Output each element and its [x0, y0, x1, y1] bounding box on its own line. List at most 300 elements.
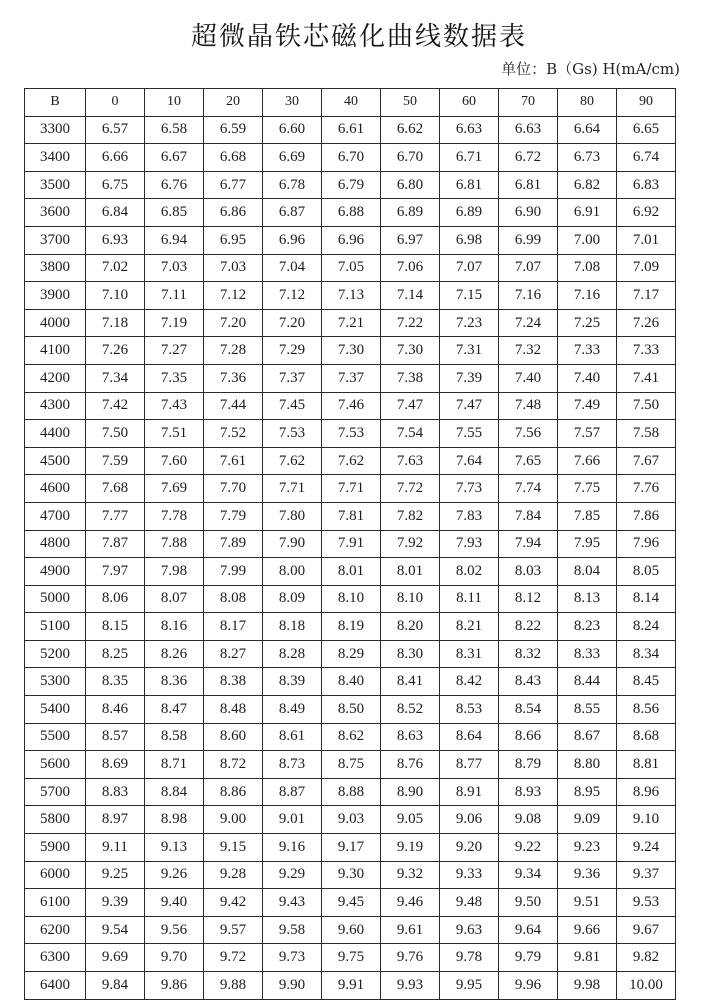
table-row [25, 337, 676, 365]
table-row [25, 778, 676, 806]
header-cell-h-40: 40 [322, 89, 381, 117]
table-cell: 9.64 [499, 916, 558, 944]
table-cell: 6.70 [381, 144, 440, 172]
table-cell: 7.93 [440, 530, 499, 558]
table-cell: 6.93 [86, 226, 145, 254]
table-cell: 7.05 [322, 254, 381, 282]
table-cell: 8.72 [204, 751, 263, 779]
row-label-b: 5700 [25, 778, 86, 806]
table-cell: 7.14 [381, 282, 440, 310]
table-cell: 8.20 [381, 613, 440, 641]
table-cell: 7.31 [440, 337, 499, 365]
table-cell: 8.06 [86, 585, 145, 613]
header-cell-h-20: 20 [204, 89, 263, 117]
table-cell: 6.97 [381, 226, 440, 254]
table-cell: 8.76 [381, 751, 440, 779]
header-cell-h-80: 80 [558, 89, 617, 117]
table-cell: 7.97 [86, 558, 145, 586]
table-cell: 8.55 [558, 696, 617, 724]
table-cell: 6.98 [440, 226, 499, 254]
table-cell: 7.87 [86, 530, 145, 558]
table-row [25, 806, 676, 834]
table-cell: 7.04 [263, 254, 322, 282]
table-cell: 7.91 [322, 530, 381, 558]
table-row [25, 282, 676, 310]
table-cell: 8.13 [558, 585, 617, 613]
table-cell: 9.16 [263, 834, 322, 862]
table-row [25, 199, 676, 227]
table-cell: 9.08 [499, 806, 558, 834]
table-cell: 9.61 [381, 916, 440, 944]
table-cell: 9.73 [263, 944, 322, 972]
table-cell: 7.99 [204, 558, 263, 586]
table-row [25, 751, 676, 779]
table-cell: 6.76 [145, 171, 204, 199]
table-cell: 7.48 [499, 392, 558, 420]
table-cell: 6.73 [558, 144, 617, 172]
table-cell: 7.77 [86, 502, 145, 530]
table-cell: 9.78 [440, 944, 499, 972]
table-cell: 8.28 [263, 640, 322, 668]
table-cell: 7.98 [145, 558, 204, 586]
table-cell: 7.11 [145, 282, 204, 310]
table-cell: 7.51 [145, 420, 204, 448]
table-cell: 7.58 [617, 420, 676, 448]
table-cell: 8.12 [499, 585, 558, 613]
table-cell: 9.86 [145, 972, 204, 1000]
table-cell: 9.40 [145, 889, 204, 917]
table-cell: 8.23 [558, 613, 617, 641]
table-cell: 9.11 [86, 834, 145, 862]
table-row [25, 530, 676, 558]
table-cell: 6.99 [499, 226, 558, 254]
table-cell: 7.34 [86, 364, 145, 392]
table-cell: 7.25 [558, 309, 617, 337]
table-cell: 8.91 [440, 778, 499, 806]
table-cell: 9.29 [263, 861, 322, 889]
table-cell: 9.39 [86, 889, 145, 917]
table-cell: 7.00 [558, 226, 617, 254]
table-cell: 7.22 [381, 309, 440, 337]
table-cell: 8.81 [617, 751, 676, 779]
table-row [25, 447, 676, 475]
row-label-b: 4500 [25, 447, 86, 475]
table-cell: 9.19 [381, 834, 440, 862]
table-cell: 7.15 [440, 282, 499, 310]
table-cell: 6.80 [381, 171, 440, 199]
table-cell: 9.30 [322, 861, 381, 889]
table-cell: 6.83 [617, 171, 676, 199]
table-cell: 7.90 [263, 530, 322, 558]
table-cell: 8.27 [204, 640, 263, 668]
table-cell: 7.12 [204, 282, 263, 310]
table-cell: 7.09 [617, 254, 676, 282]
table-cell: 7.54 [381, 420, 440, 448]
table-cell: 6.81 [440, 171, 499, 199]
table-cell: 7.65 [499, 447, 558, 475]
table-row [25, 916, 676, 944]
table-cell: 9.69 [86, 944, 145, 972]
header-cell-h-0: 0 [86, 89, 145, 117]
table-cell: 8.43 [499, 668, 558, 696]
table-cell: 8.39 [263, 668, 322, 696]
table-cell: 8.32 [499, 640, 558, 668]
table-cell: 7.38 [381, 364, 440, 392]
table-cell: 7.03 [204, 254, 263, 282]
header-cell-h-60: 60 [440, 89, 499, 117]
table-cell: 7.35 [145, 364, 204, 392]
table-cell: 6.65 [617, 116, 676, 144]
table-cell: 7.50 [86, 420, 145, 448]
row-label-b: 6400 [25, 972, 86, 1000]
table-cell: 8.05 [617, 558, 676, 586]
table-cell: 6.84 [86, 199, 145, 227]
table-cell: 9.98 [558, 972, 617, 1000]
table-cell: 9.37 [617, 861, 676, 889]
table-cell: 8.15 [86, 613, 145, 641]
table-cell: 8.67 [558, 723, 617, 751]
table-cell: 7.13 [322, 282, 381, 310]
table-cell: 6.69 [263, 144, 322, 172]
row-label-b: 4800 [25, 530, 86, 558]
table-cell: 8.02 [440, 558, 499, 586]
table-cell: 7.36 [204, 364, 263, 392]
table-cell: 9.51 [558, 889, 617, 917]
table-cell: 8.04 [558, 558, 617, 586]
table-cell: 7.28 [204, 337, 263, 365]
row-label-b: 5900 [25, 834, 86, 862]
table-cell: 8.45 [617, 668, 676, 696]
table-cell: 9.95 [440, 972, 499, 1000]
header-cell-h-50: 50 [381, 89, 440, 117]
table-cell: 9.01 [263, 806, 322, 834]
table-cell: 9.15 [204, 834, 263, 862]
row-label-b: 4400 [25, 420, 86, 448]
table-cell: 8.49 [263, 696, 322, 724]
table-cell: 9.76 [381, 944, 440, 972]
table-cell: 6.87 [263, 199, 322, 227]
table-row [25, 144, 676, 172]
table-row [25, 364, 676, 392]
table-row [25, 309, 676, 337]
row-label-b: 3300 [25, 116, 86, 144]
table-cell: 9.32 [381, 861, 440, 889]
row-label-b: 6200 [25, 916, 86, 944]
row-label-b: 5100 [25, 613, 86, 641]
table-cell: 7.89 [204, 530, 263, 558]
table-row [25, 420, 676, 448]
table-cell: 9.28 [204, 861, 263, 889]
table-cell: 7.24 [499, 309, 558, 337]
table-cell: 7.95 [558, 530, 617, 558]
table-cell: 6.62 [381, 116, 440, 144]
table-cell: 7.06 [381, 254, 440, 282]
table-cell: 7.40 [499, 364, 558, 392]
table-cell: 8.19 [322, 613, 381, 641]
table-cell: 7.16 [499, 282, 558, 310]
table-cell: 7.61 [204, 447, 263, 475]
table-cell: 8.50 [322, 696, 381, 724]
row-label-b: 6100 [25, 889, 86, 917]
table-cell: 8.16 [145, 613, 204, 641]
table-cell: 8.98 [145, 806, 204, 834]
table-cell: 6.71 [440, 144, 499, 172]
table-cell: 7.81 [322, 502, 381, 530]
table-row [25, 558, 676, 586]
table-cell: 8.36 [145, 668, 204, 696]
table-cell: 8.09 [263, 585, 322, 613]
table-cell: 6.88 [322, 199, 381, 227]
row-label-b: 4300 [25, 392, 86, 420]
table-cell: 8.97 [86, 806, 145, 834]
header-cell-b: B [25, 89, 86, 117]
table-cell: 6.70 [322, 144, 381, 172]
table-cell: 8.48 [204, 696, 263, 724]
row-label-b: 5400 [25, 696, 86, 724]
table-cell: 8.31 [440, 640, 499, 668]
table-cell: 7.33 [617, 337, 676, 365]
table-cell: 9.43 [263, 889, 322, 917]
table-cell: 8.14 [617, 585, 676, 613]
table-cell: 9.84 [86, 972, 145, 1000]
table-cell: 7.27 [145, 337, 204, 365]
table-cell: 7.59 [86, 447, 145, 475]
table-cell: 8.01 [381, 558, 440, 586]
table-cell: 8.71 [145, 751, 204, 779]
table-cell: 6.94 [145, 226, 204, 254]
table-cell: 7.53 [322, 420, 381, 448]
table-row [25, 834, 676, 862]
table-cell: 9.17 [322, 834, 381, 862]
table-cell: 8.46 [86, 696, 145, 724]
table-cell: 9.45 [322, 889, 381, 917]
table-cell: 7.01 [617, 226, 676, 254]
row-label-b: 6300 [25, 944, 86, 972]
table-body [25, 116, 676, 999]
table-cell: 9.09 [558, 806, 617, 834]
table-cell: 9.36 [558, 861, 617, 889]
row-label-b: 4900 [25, 558, 86, 586]
table-header [25, 89, 676, 117]
table-cell: 6.77 [204, 171, 263, 199]
table-cell: 6.78 [263, 171, 322, 199]
table-cell: 8.47 [145, 696, 204, 724]
table-cell: 7.07 [499, 254, 558, 282]
table-row [25, 972, 676, 1000]
table-cell: 7.23 [440, 309, 499, 337]
table-cell: 8.24 [617, 613, 676, 641]
table-cell: 7.71 [263, 475, 322, 503]
table-cell: 9.60 [322, 916, 381, 944]
table-cell: 7.72 [381, 475, 440, 503]
table-cell: 6.68 [204, 144, 263, 172]
table-cell: 7.30 [322, 337, 381, 365]
table-cell: 6.72 [499, 144, 558, 172]
header-cell-h-30: 30 [263, 89, 322, 117]
table-cell: 8.68 [617, 723, 676, 751]
table-cell: 8.86 [204, 778, 263, 806]
table-cell: 7.79 [204, 502, 263, 530]
table-cell: 8.84 [145, 778, 204, 806]
table-cell: 9.26 [145, 861, 204, 889]
table-cell: 8.58 [145, 723, 204, 751]
table-cell: 7.73 [440, 475, 499, 503]
table-cell: 7.37 [263, 364, 322, 392]
table-row [25, 254, 676, 282]
table-cell: 9.96 [499, 972, 558, 1000]
table-cell: 8.10 [322, 585, 381, 613]
table-cell: 8.00 [263, 558, 322, 586]
table-cell: 9.50 [499, 889, 558, 917]
table-cell: 8.87 [263, 778, 322, 806]
table-cell: 6.66 [86, 144, 145, 172]
table-cell: 9.20 [440, 834, 499, 862]
table-cell: 9.75 [322, 944, 381, 972]
table-cell: 8.73 [263, 751, 322, 779]
table-cell: 9.00 [204, 806, 263, 834]
table-cell: 7.83 [440, 502, 499, 530]
table-cell: 8.61 [263, 723, 322, 751]
table-cell: 6.58 [145, 116, 204, 144]
table-cell: 7.92 [381, 530, 440, 558]
table-cell: 9.03 [322, 806, 381, 834]
table-cell: 6.63 [440, 116, 499, 144]
table-cell: 7.45 [263, 392, 322, 420]
table-cell: 9.79 [499, 944, 558, 972]
table-cell: 8.64 [440, 723, 499, 751]
table-cell: 7.42 [86, 392, 145, 420]
table-cell: 8.52 [381, 696, 440, 724]
table-cell: 6.67 [145, 144, 204, 172]
table-cell: 8.95 [558, 778, 617, 806]
unit-label: 单位：B（Gs) H(mA/cm) [501, 60, 680, 78]
table-cell: 7.43 [145, 392, 204, 420]
table-cell: 8.93 [499, 778, 558, 806]
table-cell: 7.47 [440, 392, 499, 420]
table-row [25, 116, 676, 144]
table-cell: 9.54 [86, 916, 145, 944]
table-row [25, 696, 676, 724]
table-cell: 7.68 [86, 475, 145, 503]
header-cell-h-70: 70 [499, 89, 558, 117]
table-cell: 7.21 [322, 309, 381, 337]
table-cell: 7.16 [558, 282, 617, 310]
row-label-b: 5300 [25, 668, 86, 696]
table-cell: 7.40 [558, 364, 617, 392]
table-row [25, 723, 676, 751]
table-cell: 6.79 [322, 171, 381, 199]
table-cell: 6.92 [617, 199, 676, 227]
table-cell: 7.55 [440, 420, 499, 448]
table-cell: 8.33 [558, 640, 617, 668]
table-cell: 9.67 [617, 916, 676, 944]
table-row [25, 171, 676, 199]
table-cell: 8.60 [204, 723, 263, 751]
table-cell: 9.70 [145, 944, 204, 972]
table-cell: 6.85 [145, 199, 204, 227]
table-cell: 10.00 [617, 972, 676, 1000]
table-cell: 7.84 [499, 502, 558, 530]
table-cell: 8.90 [381, 778, 440, 806]
table-cell: 6.75 [86, 171, 145, 199]
table-cell: 7.46 [322, 392, 381, 420]
table-cell: 8.21 [440, 613, 499, 641]
table-cell: 7.07 [440, 254, 499, 282]
table-cell: 8.42 [440, 668, 499, 696]
table-cell: 6.63 [499, 116, 558, 144]
row-label-b: 5200 [25, 640, 86, 668]
table-cell: 9.57 [204, 916, 263, 944]
table-cell: 6.89 [440, 199, 499, 227]
table-cell: 8.66 [499, 723, 558, 751]
table-cell: 6.57 [86, 116, 145, 144]
table-cell: 7.94 [499, 530, 558, 558]
table-cell: 9.42 [204, 889, 263, 917]
table-cell: 8.18 [263, 613, 322, 641]
row-label-b: 4000 [25, 309, 86, 337]
row-label-b: 5000 [25, 585, 86, 613]
table-cell: 7.41 [617, 364, 676, 392]
row-label-b: 3600 [25, 199, 86, 227]
magnetization-table [24, 88, 676, 1000]
table-cell: 7.56 [499, 420, 558, 448]
table-cell: 7.29 [263, 337, 322, 365]
table-cell: 6.81 [499, 171, 558, 199]
table-row [25, 861, 676, 889]
table-cell: 8.08 [204, 585, 263, 613]
table-cell: 6.86 [204, 199, 263, 227]
table-cell: 8.25 [86, 640, 145, 668]
table-cell: 7.82 [381, 502, 440, 530]
table-cell: 9.93 [381, 972, 440, 1000]
table-cell: 9.24 [617, 834, 676, 862]
row-label-b: 4100 [25, 337, 86, 365]
table-row [25, 640, 676, 668]
table-cell: 8.40 [322, 668, 381, 696]
table-cell: 7.57 [558, 420, 617, 448]
table-cell: 7.18 [86, 309, 145, 337]
table-cell: 7.75 [558, 475, 617, 503]
row-label-b: 5600 [25, 751, 86, 779]
table-cell: 9.25 [86, 861, 145, 889]
table-cell: 9.06 [440, 806, 499, 834]
table-cell: 8.54 [499, 696, 558, 724]
table-cell: 8.63 [381, 723, 440, 751]
row-label-b: 3900 [25, 282, 86, 310]
table-cell: 7.88 [145, 530, 204, 558]
table-cell: 9.88 [204, 972, 263, 1000]
table-cell: 7.10 [86, 282, 145, 310]
table-cell: 6.96 [322, 226, 381, 254]
table-cell: 7.62 [322, 447, 381, 475]
table-cell: 7.37 [322, 364, 381, 392]
table-cell: 7.60 [145, 447, 204, 475]
table-cell: 8.11 [440, 585, 499, 613]
table-row [25, 585, 676, 613]
table-cell: 8.80 [558, 751, 617, 779]
table-cell: 8.03 [499, 558, 558, 586]
table-cell: 7.85 [558, 502, 617, 530]
table-cell: 8.62 [322, 723, 381, 751]
table-cell: 6.82 [558, 171, 617, 199]
table-cell: 9.72 [204, 944, 263, 972]
table-cell: 7.49 [558, 392, 617, 420]
table-cell: 7.80 [263, 502, 322, 530]
table-cell: 6.89 [381, 199, 440, 227]
table-cell: 7.76 [617, 475, 676, 503]
table-cell: 9.13 [145, 834, 204, 862]
table-cell: 7.12 [263, 282, 322, 310]
